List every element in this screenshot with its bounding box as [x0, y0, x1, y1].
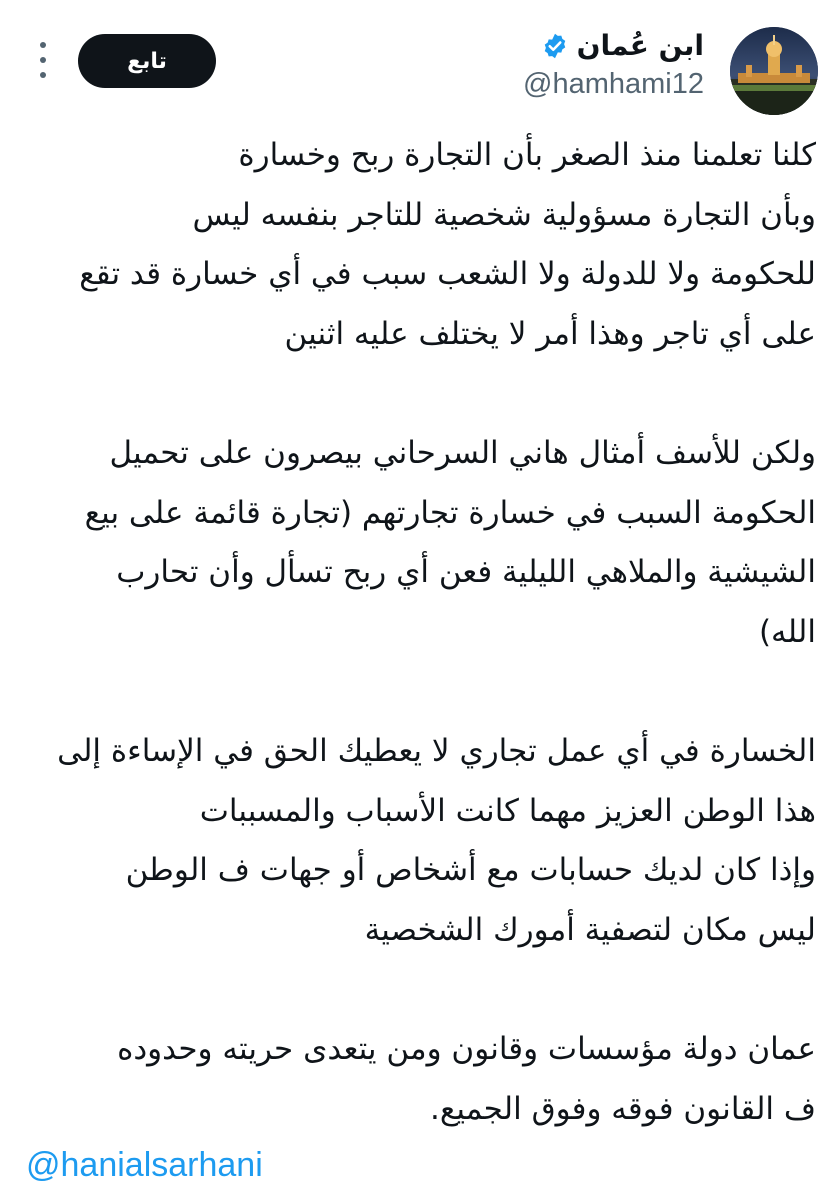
author-handle[interactable]: @hamhami12: [523, 68, 704, 100]
tweet-text-line: ولكن للأسف أمثال هاني السرحاني بيصرون على تحميل: [109, 434, 816, 471]
tweet-text-line: الحكومة السبب في خسارة تجارتهم (تجارة قائمة على بيع: [84, 494, 816, 531]
tweet-text-line: ليس مكان لتصفية أمورك الشخصية: [364, 911, 816, 948]
author-display-name[interactable]: ابن عُمان: [576, 29, 704, 62]
tweet-text-line: عمان دولة مؤسسات وقانون ومن يتعدى حريته وحدوده: [117, 1030, 816, 1067]
tweet-text-line: ف القانون فوقه وفوق الجميع.: [430, 1090, 816, 1127]
avatar-night-city-icon: [730, 27, 818, 115]
more-dot: [40, 72, 46, 78]
verified-badge-icon: [541, 32, 569, 60]
tweet-text-line: الشيشية والملاهي الليلية فعن أي ربح تسأل وأن تحارب: [116, 554, 816, 591]
tweet-text-line: كلنا تعلمنا منذ الصغر بأن التجارة ربح وخسارة: [238, 137, 816, 173]
tweet-text: [16, 126, 816, 1139]
author-name-row: [523, 28, 704, 64]
more-vertical-icon[interactable]: [28, 40, 58, 80]
tweet-text-line: الله): [758, 613, 816, 650]
tweet-text-line: وبأن التجارة مسؤولية شخصية للتاجر بنفسه ليس: [192, 196, 816, 233]
author-block: [523, 28, 704, 101]
mention-link[interactable]: @hanialsarhani: [26, 1146, 263, 1184]
tweet-header: [28, 22, 818, 112]
blank-line: [16, 364, 816, 424]
tweet-text-line: للحكومة ولا للدولة ولا الشعب سبب في أي خسارة قد تقع: [79, 256, 816, 293]
tweet-text-line: على أي تاجر وهذا أمر لا يختلف عليه اثنين: [284, 315, 816, 352]
tweet-text-line: وإذا كان لديك حسابات مع أشخاص أو جهات ف الوطن: [125, 852, 816, 889]
tweet-text-line: الخسارة في أي عمل تجاري لا يعطيك الحق في الإساءة إلى: [57, 732, 816, 769]
tweet-text-line: هذا الوطن العزيز مهما كانت الأسباب والمسببات: [199, 792, 816, 829]
blank-line: [16, 960, 816, 1020]
avatar[interactable]: [730, 27, 818, 115]
blank-line: [16, 662, 816, 722]
follow-button[interactable]: تابع: [78, 34, 216, 88]
more-dot: [40, 57, 46, 63]
more-dot: [40, 42, 46, 48]
